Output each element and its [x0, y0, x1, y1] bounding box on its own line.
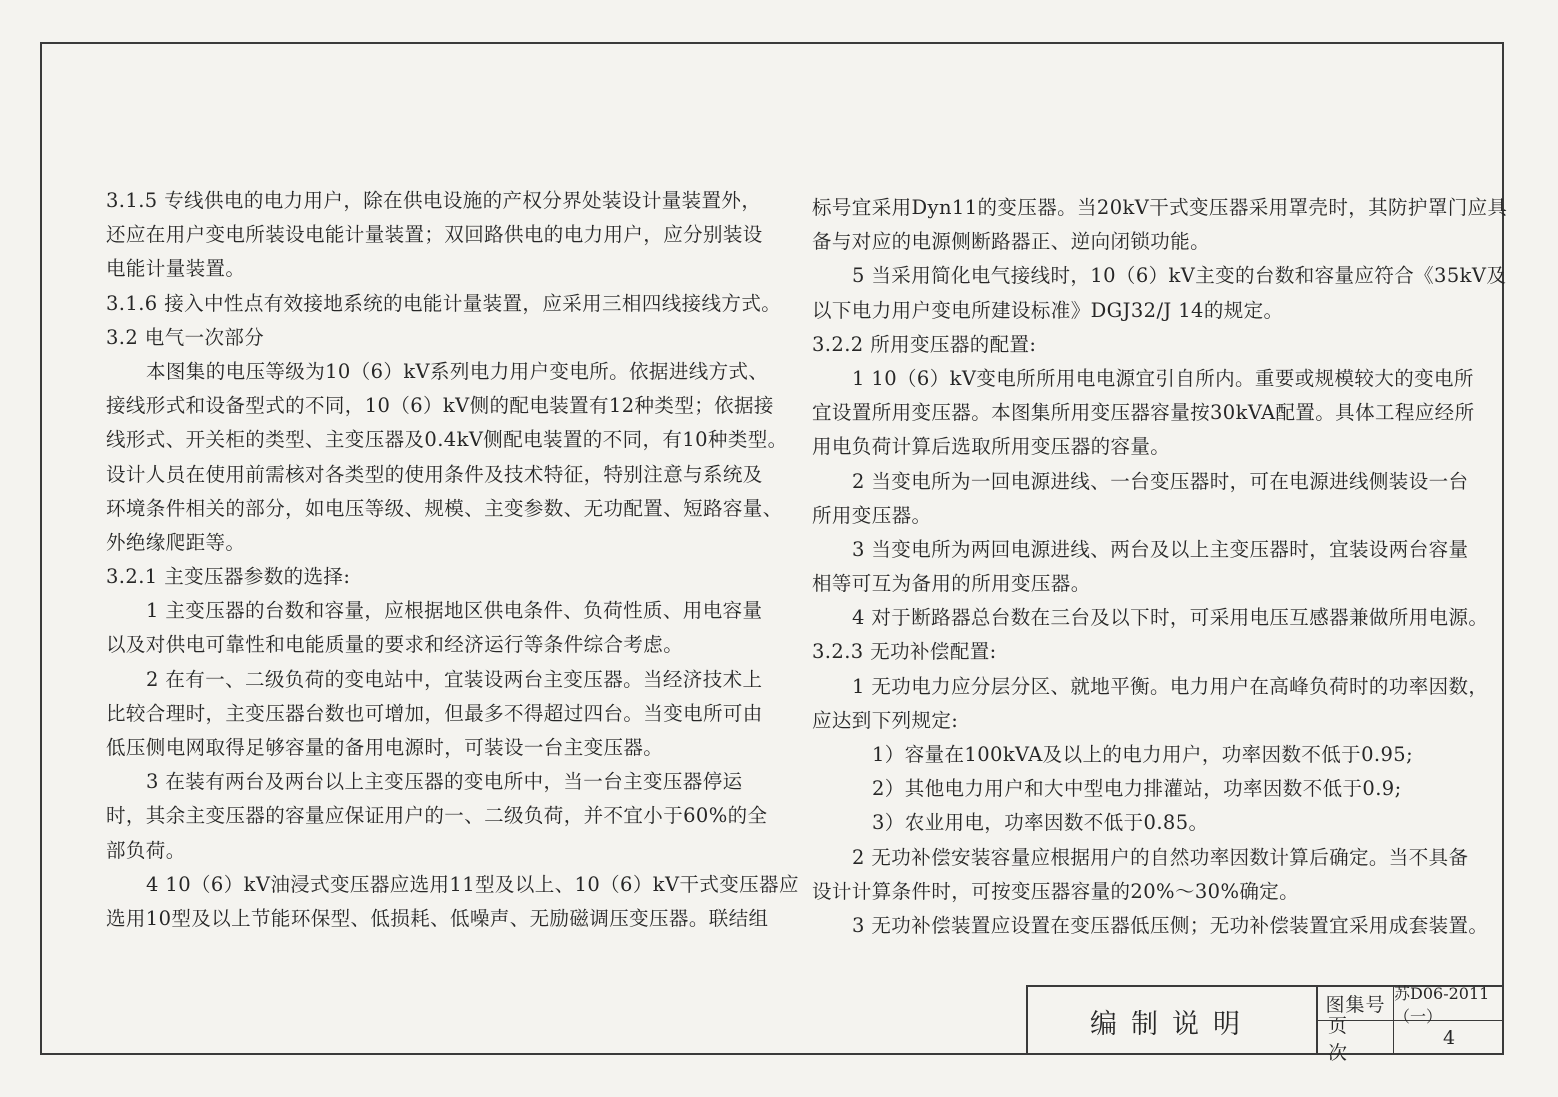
text-line: 接线形式和设备型式的不同，10（6）kV侧的配电装置有12种类型；依据接	[106, 394, 774, 418]
text-line: 低压侧电网取得足够容量的备用电源时，可装设一台主变压器。	[106, 736, 664, 759]
section-heading: 3.2 电气一次部分	[106, 325, 265, 349]
text-line: 所用变压器。	[812, 503, 932, 527]
text-line: 备与对应的电源侧断路器正、逆向闭锁功能。	[812, 230, 1211, 254]
text-line: 3 在装有两台及两台以上主变压器的变电所中，当一台主变压器停运	[146, 770, 743, 794]
text-line: 以下电力用户变电所建设标准》DGJ32/J 14的规定。	[812, 298, 1284, 322]
list-item: 3）农业用电，功率因数不低于0.85。	[872, 811, 1209, 835]
right-text-column	[812, 191, 1508, 943]
text-line: 外绝缘爬距等。	[106, 530, 246, 554]
text-line: 4 10（6）kV油浸式变压器应选用11型及以上、10（6）kV干式变压器应	[146, 872, 799, 896]
text-line: 用电负荷计算后选取所用变压器的容量。	[812, 435, 1171, 459]
text-line: 1 10（6）kV变电所所用电电源宜引自所内。重要或规模较大的变电所	[852, 366, 1474, 390]
left-text-column	[106, 184, 799, 936]
text-line: 宜设置所用变压器。本图集所用变压器容量按30kVA配置。具体工程应经所	[812, 401, 1475, 425]
text-line: 时，其余主变压器的容量应保证用户的一、二级负荷，并不宜小于60%的全	[106, 804, 768, 828]
text-line: 应达到下列规定:	[812, 708, 959, 732]
atlas-number-value: 苏D06-2011（一）	[1394, 987, 1504, 1021]
page-label: 页次	[1318, 1021, 1394, 1055]
section-heading: 3.2.3 无功补偿配置:	[812, 640, 997, 664]
text-line: 2 当变电所为一回电源进线、一台变压器时，可在电源进线侧装设一台	[852, 469, 1469, 493]
section-heading: 3.2.1 主变压器参数的选择:	[106, 565, 351, 589]
text-line: 5 当采用简化电气接线时，10（6）kV主变的台数和容量应符合《35kV及	[852, 264, 1507, 288]
text-line: 1 主变压器的台数和容量，应根据地区供电条件、负荷性质、用电容量	[146, 599, 763, 623]
title-block	[1026, 983, 1504, 1064]
text-line: 电能计量装置。	[106, 257, 246, 281]
text-line: 选用10型及以上节能环保型、低损耗、低噪声、无励磁调压变压器。联结组	[106, 906, 769, 930]
drawing-title: 编制说明	[1028, 987, 1318, 1055]
text-line: 设计人员在使用前需核对各类型的使用条件及技术特征，特别注意与系统及	[106, 462, 763, 486]
text-line: 设计计算条件时，可按变压器容量的20%～30%确定。	[812, 879, 1300, 903]
section-heading: 3.2.2 所用变压器的配置:	[812, 332, 1037, 356]
atlas-number-label: 图集号	[1318, 987, 1394, 1021]
text-line: 3 当变电所为两回电源进线、两台及以上主变压器时，宜装设两台容量	[852, 537, 1469, 561]
page-number: 4	[1442, 1027, 1456, 1049]
text-line: 标号宜采用Dyn11的变压器。当20kV干式变压器采用罩壳时，其防护罩门应具	[812, 196, 1508, 219]
text-line: 1 无功电力应分层分区、就地平衡。电力用户在高峰负荷时的功率因数，	[852, 674, 1489, 698]
text-line: 以及对供电可靠性和电能质量的要求和经济运行等条件综合考虑。	[106, 633, 684, 657]
text-line: 还应在用户变电所装设电能计量装置；双回路供电的电力用户，应分别装设	[106, 223, 763, 247]
text-line: 2 在有一、二级负荷的变电站中，宜装设两台主变压器。当经济技术上	[146, 667, 763, 691]
list-item: 2）其他电力用户和大中型电力排灌站，功率因数不低于0.9;	[872, 777, 1402, 801]
text-line: 2 无功补偿安装容量应根据用户的自然功率因数计算后确定。当不具备	[852, 845, 1469, 869]
text-line: 环境条件相关的部分，如电压等级、规模、主变参数、无功配置、短路容量、	[106, 496, 783, 520]
text-line: 3.1.6 接入中性点有效接地系统的电能计量装置，应采用三相四线接线方式。	[106, 291, 782, 315]
text-line: 本图集的电压等级为10（6）kV系列电力用户变电所。依据进线方式、	[146, 359, 769, 383]
text-line: 4 对于断路器总台数在三台及以下时，可采用电压互感器兼做所用电源。	[852, 606, 1489, 630]
text-line: 3 无功补偿装置应设置在变压器低压侧；无功补偿装置宜采用成套装置。	[852, 913, 1489, 937]
text-line: 相等可互为备用的所用变压器。	[812, 572, 1091, 596]
text-line: 比较合理时，主变压器台数也可增加，但最多不得超过四台。当变电所可由	[106, 701, 763, 725]
text-line: 3.1.5 专线供电的电力用户，除在供电设施的产权分界处装设计量装置外，	[106, 189, 762, 212]
text-line: 部负荷。	[106, 838, 186, 862]
list-item: 1）容量在100kVA及以上的电力用户，功率因数不低于0.95;	[872, 743, 1414, 766]
text-line: 线形式、开关柜的类型、主变压器及0.4kV侧配电装置的不同，有10种类型。	[106, 428, 788, 452]
